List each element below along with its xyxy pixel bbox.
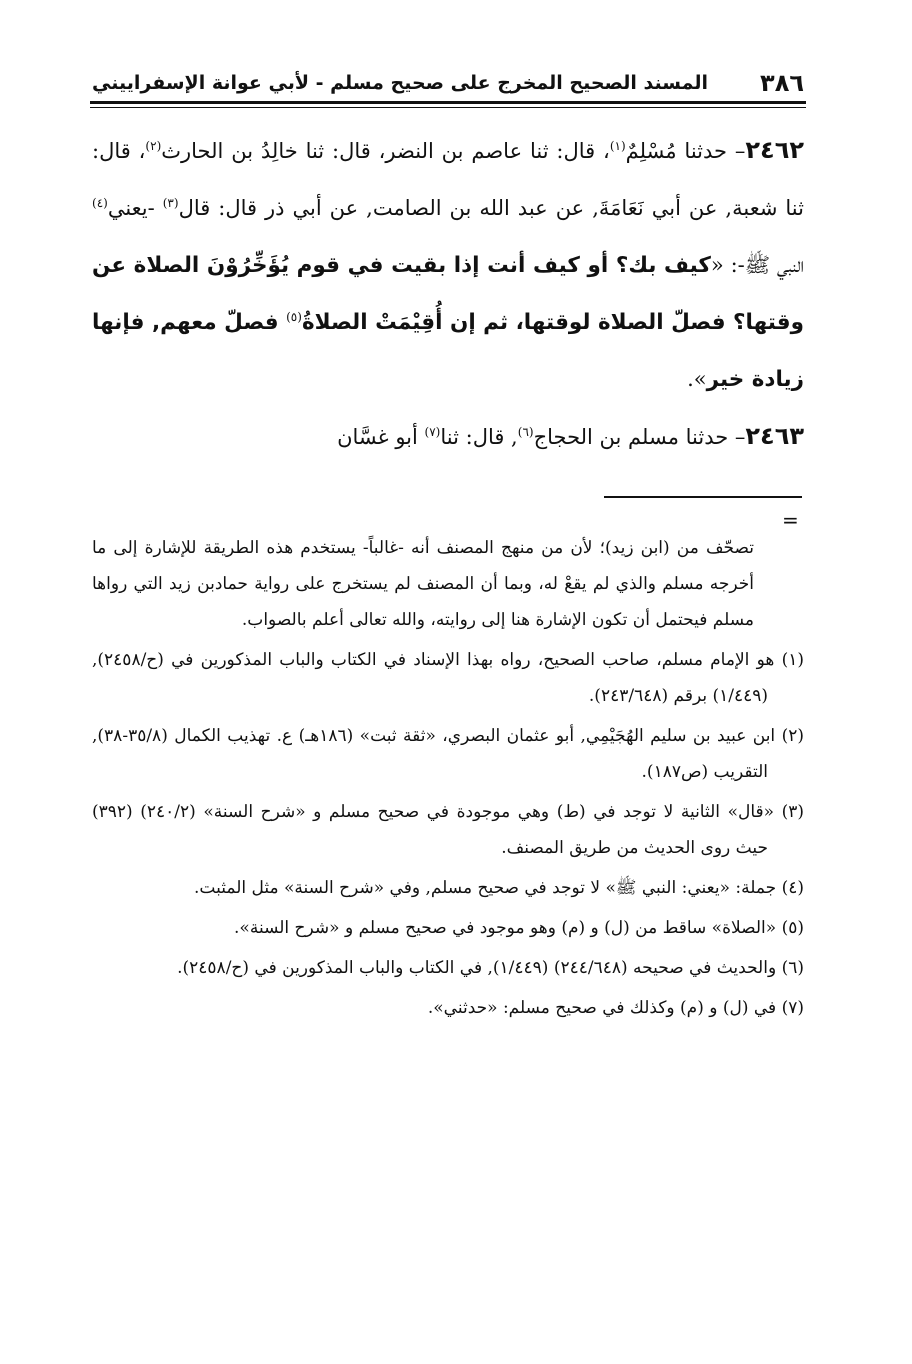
footnote-4: (٤) جملة: «يعني: النبي ﷺ» لا توجد في صحيح مسلم, وفي «شرح السنة» مثل المثبت. <box>194 878 804 898</box>
page-header <box>92 66 804 100</box>
footnote-ref: (٤) <box>92 196 108 210</box>
header-rule-thick <box>90 101 806 104</box>
main-text <box>92 122 804 466</box>
hadith-text: النبي ﷺ-: « <box>710 253 805 277</box>
footnote-ref: (١) <box>609 139 626 153</box>
footnote-1: (١) هو الإمام مسلم، صاحب الصحيح، رواه بهذا الإسناد في الكتاب والباب المذكورين في (ح/٢٤٥٨), (١/٤٤٩) برقم (٢٤٣/٦٤٨). <box>92 650 804 706</box>
hadith-text: ». <box>687 367 707 391</box>
footnote-3: (٣) «قال» الثانية لا توجد في (ط) وهي موجودة في صحيح مسلم و «شرح السنة» (٢٤٠/٢) (٣٩٢) حيث روى الحديث من طريق المصنف. <box>92 802 804 858</box>
footnote-7: (٧) في (ل) و (م) وكذلك في صحيح مسلم: «حدثني». <box>427 998 804 1018</box>
hadith-text: ، قال: ثنا شعبة, عن أبي نَعَامَةَ, عن عبد الله بن الصامت, عن أبي ذر قال: قال <box>92 139 804 220</box>
hadith-2463 <box>92 408 804 466</box>
footnote-ref: (٥) <box>286 310 302 324</box>
hadith-number: ٢٤٦٣ <box>745 422 804 450</box>
hadith-text: , قال: ثنا <box>440 425 518 449</box>
hadith-number: ٢٤٦٢ <box>745 136 804 164</box>
hadith-text: – حدثنا مسلم بن الحجاج <box>533 425 746 449</box>
footnote-continuation: تصحّف من (ابن زيد)؛ لأن من منهج المصنف أنه -غالباً- يستخدم هذه الطريقة للإشارة إلى ما أخرجه مسلم والذي لم يقعْ له، وبما أن المصنف لم يستخرج على رواية حمادبن زيد التي رواها مسلم فيحتمل أن تكون الإشارة هنا إلى روايته، والله تعالى أعلم بالصواب. <box>92 538 754 630</box>
footnote-ref: (٧) <box>424 425 441 439</box>
footnote-5: (٥) «الصلاة» ساقط من (ل) و (م) وهو موجود في صحيح مسلم و «شرح السنة». <box>234 918 804 938</box>
prophetic-saying: فصلّ معهم, فإنها زيادة خير <box>92 310 804 392</box>
page-number: ٣٨٦ <box>760 69 804 97</box>
continuation-mark: = <box>782 508 799 532</box>
hadith-text: -يعني <box>107 196 163 220</box>
hadith-text: – حدثنا مُسْلِمٌ <box>625 139 746 163</box>
footnote-6: (٦) والحديث في صحيحه (٢٤٤/٦٤٨) (١/٤٤٩), في الكتاب والباب المذكورين في (ح/٢٤٥٨). <box>177 958 804 978</box>
footnotes <box>92 530 804 1030</box>
footnote-2: (٢) ابن عبيد بن سليم الهُجَيْمِي, أبو عثمان البصري، «ثقة ثبت» (١٨٦هـ) ع. تهذيب الكمال (٣٥/٨-٣٨), التقريب (ص١٨٧). <box>92 726 804 782</box>
footnote-ref: (٦) <box>517 425 534 439</box>
footnote-ref: (٢) <box>145 139 162 153</box>
prophetic-saying: كيف بك؟ أو كيف أنت إذا بقيت في قوم يُؤَخِّرُوْنَ الصلاة عن وقتها؟ فصلّ الصلاة لوقتها، ثم إن أُقِيْمَتْ الصلاةُ <box>92 253 804 335</box>
running-title: المسند الصحيح المخرج على صحيح مسلم - لأبي عوانة الإسفراييني <box>92 72 708 94</box>
hadith-text: ، قال: ثنا عاصم بن النضر، قال: ثنا خالِدُ بن الحارث <box>161 139 610 163</box>
footnote-separator <box>604 496 802 498</box>
footnote-ref: (٣) <box>162 196 179 210</box>
header-rule-thin <box>90 107 806 108</box>
hadith-2462 <box>92 122 804 408</box>
hadith-text: أبو غسَّان <box>337 425 425 449</box>
